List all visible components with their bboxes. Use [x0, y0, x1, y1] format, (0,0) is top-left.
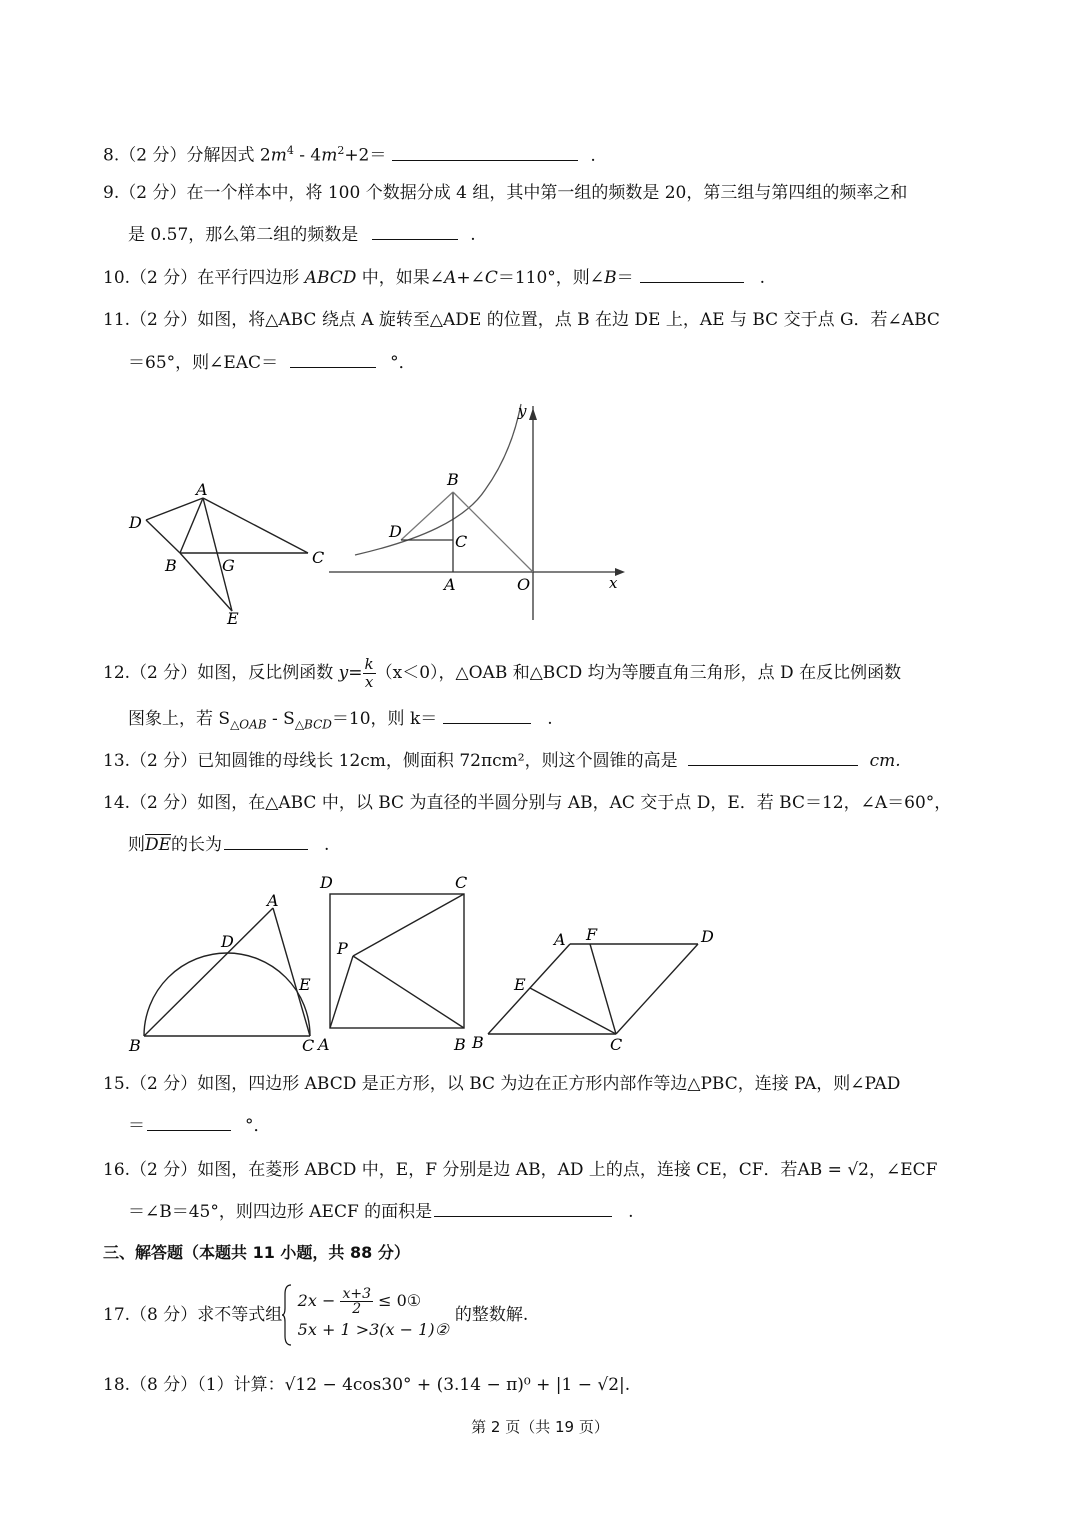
label-B: B: [472, 1033, 484, 1052]
label-D: D: [701, 927, 714, 946]
question-10: 10.（2 分）在平行四边形 ABCD 中，如果∠A+∠C＝110°，则∠B＝ .: [103, 268, 765, 288]
label-C: C: [455, 532, 468, 551]
figure-rotated-triangles: [128, 478, 333, 628]
question-16-line-1: 16.（2 分）如图，在菱形 ABCD 中，E，F 分别是边 AB，AD 上的点，连接 CE，CF．若AB = √2，∠ECF: [103, 1160, 938, 1180]
label-C: C: [610, 1035, 623, 1054]
question-8: 8.（2 分）分解因式 $2m^4 - 4m^2+2=$ .: [103, 144, 596, 166]
label-y: y: [518, 402, 527, 420]
label-x: x: [609, 574, 618, 592]
label-C: C: [312, 548, 325, 567]
question-13: 13.（2 分）已知圆锥的母线长 12cm，侧面积 72πcm²，则这个圆锥的高是 cm.: [103, 751, 901, 771]
section-3-heading: 三、解答题（本题共 11 小题，共 88 分）: [103, 1243, 410, 1262]
label-C: C: [302, 1036, 315, 1055]
left-brace-icon: [282, 1284, 292, 1346]
label-D: D: [320, 873, 333, 892]
label-P: P: [337, 939, 348, 958]
label-D: D: [129, 513, 142, 532]
label-A: A: [554, 930, 566, 949]
answer-blank[interactable]: [224, 833, 308, 850]
label-F: F: [586, 925, 598, 944]
label-B: B: [129, 1036, 141, 1055]
question-15-line-1: 15.（2 分）如图，四边形 ABCD 是正方形，以 BC 为边在正方形内部作等边△PBC，连接 PA，则∠PAD: [103, 1074, 901, 1094]
arc-DE: $\overline{DE}$: [145, 835, 172, 855]
question-18: 18.（8 分）（1）计算：√12 − 4cos30° + (3.14 − π)⁰ + |1 − √2|.: [103, 1375, 631, 1395]
page-footer: 第 2 页（共 19 页）: [471, 1418, 609, 1436]
figure-semicircle-triangle: [126, 888, 336, 1058]
answer-blank[interactable]: [434, 1200, 612, 1217]
label-B: B: [165, 556, 177, 575]
label-B: B: [454, 1035, 466, 1054]
answer-blank[interactable]: [392, 144, 578, 161]
answer-blank[interactable]: [372, 223, 458, 240]
question-11-line-1: 11.（2 分）如图，将△ABC 绕点 A 旋转至△ADE 的位置，点 B 在边 DE 上，AE 与 BC 交于点 G．若∠ABC: [103, 310, 940, 330]
figure-rhombus: [470, 922, 720, 1057]
question-12-line-2: 图象上，若 $S_{\triangle OAB} - S_{\triangle BCD}=10$，则 k＝ .: [128, 709, 553, 732]
question-17: 17.（8 分）求不等式组 2x − $\frac{x+3}{2}$ ≤ 0① 5x + 1 >3(x − 1)② 的整数解.: [103, 1284, 528, 1346]
answer-blank[interactable]: [443, 707, 531, 724]
answer-blank[interactable]: [147, 1114, 231, 1131]
question-16-line-2: ＝∠B＝45°，则四边形 AECF 的面积是 .: [128, 1202, 634, 1222]
label-G: G: [222, 556, 235, 575]
label-E: E: [514, 975, 526, 994]
question-9-line-2: 是 0.57，那么第二组的频数是 .: [128, 225, 476, 245]
question-14-line-1: 14.（2 分）如图，在△ABC 中，以 BC 为直径的半圆分别与 AB，AC 交于点 D，E．若 BC＝12，∠A＝60°，: [103, 793, 952, 813]
question-11-line-2: ＝65°，则∠EAC＝ °．: [128, 353, 416, 373]
label-D: D: [389, 522, 402, 541]
label-A: A: [267, 891, 279, 910]
question-9-line-1: 9.（2 分）在一个样本中，将 100 个数据分成 4 组，其中第一组的频数是 20，第三组与第四组的频率之和: [103, 183, 908, 203]
question-14-line-2: 则$\overline{DE}$的长为 .: [128, 835, 330, 855]
fraction-k-over-x: $\frac{k}{x}$: [364, 655, 374, 691]
label-A: A: [318, 1035, 330, 1054]
label-B: B: [447, 470, 459, 489]
label-E: E: [299, 975, 311, 994]
answer-blank[interactable]: [640, 266, 744, 283]
label-E: E: [227, 609, 239, 628]
figure-square-equilateral: [312, 866, 487, 1058]
label-C: C: [455, 873, 468, 892]
label-D: D: [221, 932, 234, 951]
inequality-system: 2x − $\frac{x+3}{2}$ ≤ 0① 5x + 1 >3(x − 1)②: [282, 1284, 449, 1346]
label-A: A: [196, 480, 208, 499]
answer-blank[interactable]: [688, 749, 858, 766]
question-15-line-2: ＝ °．: [128, 1116, 271, 1136]
label-O: O: [517, 575, 531, 594]
label-A: A: [444, 575, 456, 594]
answer-blank[interactable]: [290, 351, 376, 368]
figure-inverse-function-graph: [325, 400, 625, 625]
question-12-line-1: 12.（2 分）如图，反比例函数 y= $\frac{k}{x}$ （x＜0），△OAB 和△BCD 均为等腰直角三角形，点 D 在反比例函数: [103, 655, 902, 691]
